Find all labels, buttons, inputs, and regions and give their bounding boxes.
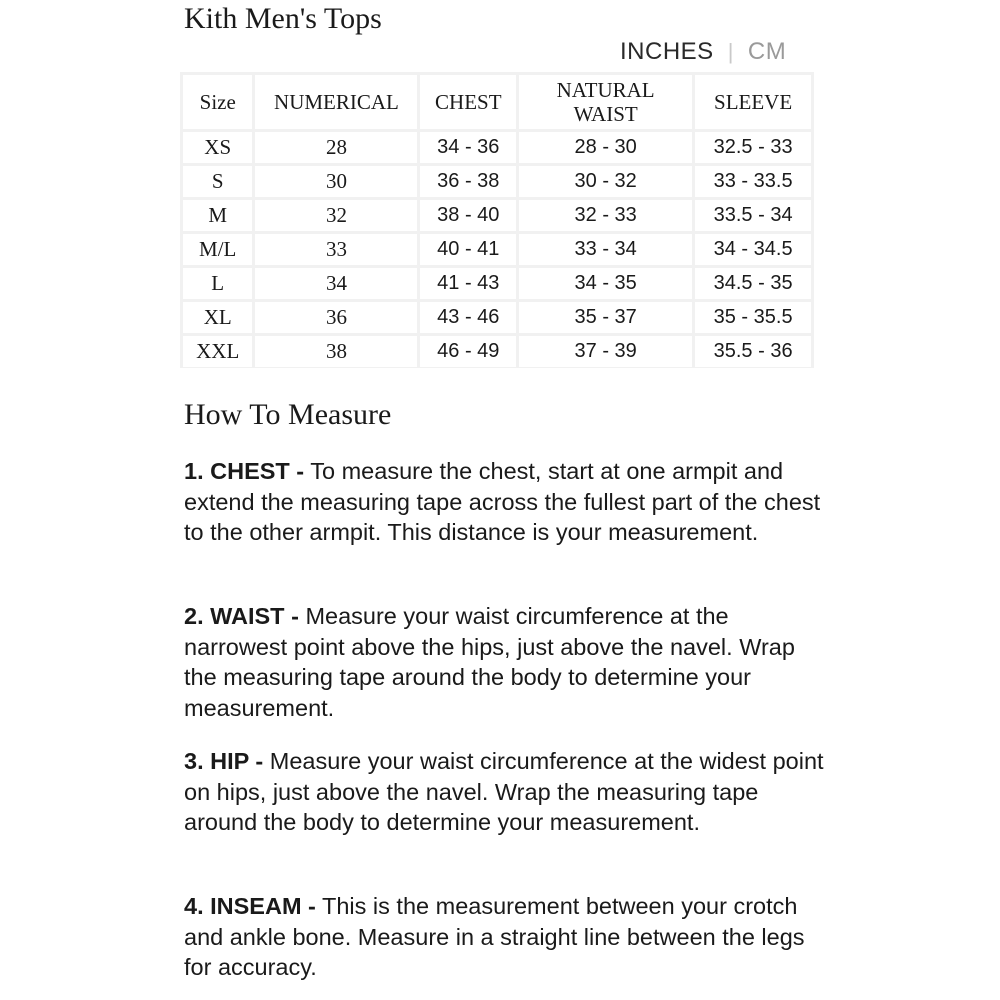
waist-cell: 28 - 30: [519, 132, 692, 163]
numerical-cell: 34: [255, 268, 417, 299]
size-chart: [180, 72, 814, 368]
waist-cell: 37 - 39: [519, 336, 692, 367]
unit-toggle: [620, 36, 786, 68]
chest-cell: 40 - 41: [420, 234, 516, 265]
measure-term: 1. CHEST -: [184, 458, 305, 484]
size-cell: L: [183, 268, 252, 299]
measure-text: This is the measurement between your crotch and ankle bone. Measure in a straight line between the legs for accuracy.: [184, 893, 805, 980]
chest-cell: 34 - 36: [420, 132, 516, 163]
sleeve-cell: 34.5 - 35: [695, 268, 811, 299]
size-cell: M/L: [183, 234, 252, 265]
header-size: Size: [183, 75, 252, 129]
numerical-cell: 28: [255, 132, 417, 163]
waist-cell: 33 - 34: [519, 234, 692, 265]
numerical-cell: 36: [255, 302, 417, 333]
header-chest: CHEST: [420, 75, 516, 129]
header-natural-waist: NATURAL WAIST: [519, 75, 692, 129]
size-cell: XXL: [183, 336, 252, 367]
table-row: [183, 268, 811, 299]
numerical-cell: 32: [255, 200, 417, 231]
size-cell: XS: [183, 132, 252, 163]
waist-cell: 35 - 37: [519, 302, 692, 333]
waist-cell: 30 - 32: [519, 166, 692, 197]
measure-text: To measure the chest, start at one armpit and extend the measuring tape across the fullest part of the chest to the other armpit. This distance is your measurement.: [184, 458, 821, 545]
numerical-cell: 33: [255, 234, 417, 265]
measure-inseam-section: [184, 891, 824, 983]
chest-cell: 46 - 49: [420, 336, 516, 367]
cm-toggle[interactable]: CM: [747, 38, 787, 65]
table-row: [183, 336, 811, 367]
measure-hip-section: [184, 746, 824, 838]
size-cell: XL: [183, 302, 252, 333]
page-title: Kith Men's Tops: [184, 2, 382, 35]
chest-cell: 43 - 46: [420, 302, 516, 333]
table-row: [183, 302, 811, 333]
table-row: [183, 166, 811, 197]
measure-term: 3. HIP -: [184, 748, 264, 774]
sleeve-cell: 35.5 - 36: [695, 336, 811, 367]
header-numerical: NUMERICAL: [255, 75, 417, 129]
inches-toggle[interactable]: INCHES: [620, 38, 714, 65]
waist-cell: 32 - 33: [519, 200, 692, 231]
sleeve-cell: 34 - 34.5: [695, 234, 811, 265]
measure-chest-section: [184, 456, 824, 548]
table-row: [183, 234, 811, 265]
table-row: [183, 132, 811, 163]
sleeve-cell: 33.5 - 34: [695, 200, 811, 231]
sleeve-cell: 32.5 - 33: [695, 132, 811, 163]
measure-waist-section: [184, 601, 824, 723]
how-to-measure-title: How To Measure: [184, 398, 392, 431]
unit-separator: |: [727, 39, 734, 64]
measure-text: Measure your waist circumference at the widest point on hips, just above the navel. Wrap the measuring tape around the body to determine your measurement.: [184, 748, 824, 835]
sleeve-cell: 33 - 33.5: [695, 166, 811, 197]
table-row: [183, 200, 811, 231]
size-table: [180, 72, 814, 370]
chest-cell: 36 - 38: [420, 166, 516, 197]
table-header-row: [183, 75, 811, 129]
size-cell: M: [183, 200, 252, 231]
chest-cell: 41 - 43: [420, 268, 516, 299]
sleeve-cell: 35 - 35.5: [695, 302, 811, 333]
numerical-cell: 38: [255, 336, 417, 367]
chest-cell: 38 - 40: [420, 200, 516, 231]
measure-term: 2. WAIST -: [184, 603, 299, 629]
size-cell: S: [183, 166, 252, 197]
numerical-cell: 30: [255, 166, 417, 197]
header-sleeve: SLEEVE: [695, 75, 811, 129]
measure-term: 4. INSEAM -: [184, 893, 316, 919]
waist-cell: 34 - 35: [519, 268, 692, 299]
measure-text: Measure your waist circumference at the narrowest point above the hips, just above the navel. Wrap the measuring tape around the body to determine your measurement.: [184, 603, 795, 721]
